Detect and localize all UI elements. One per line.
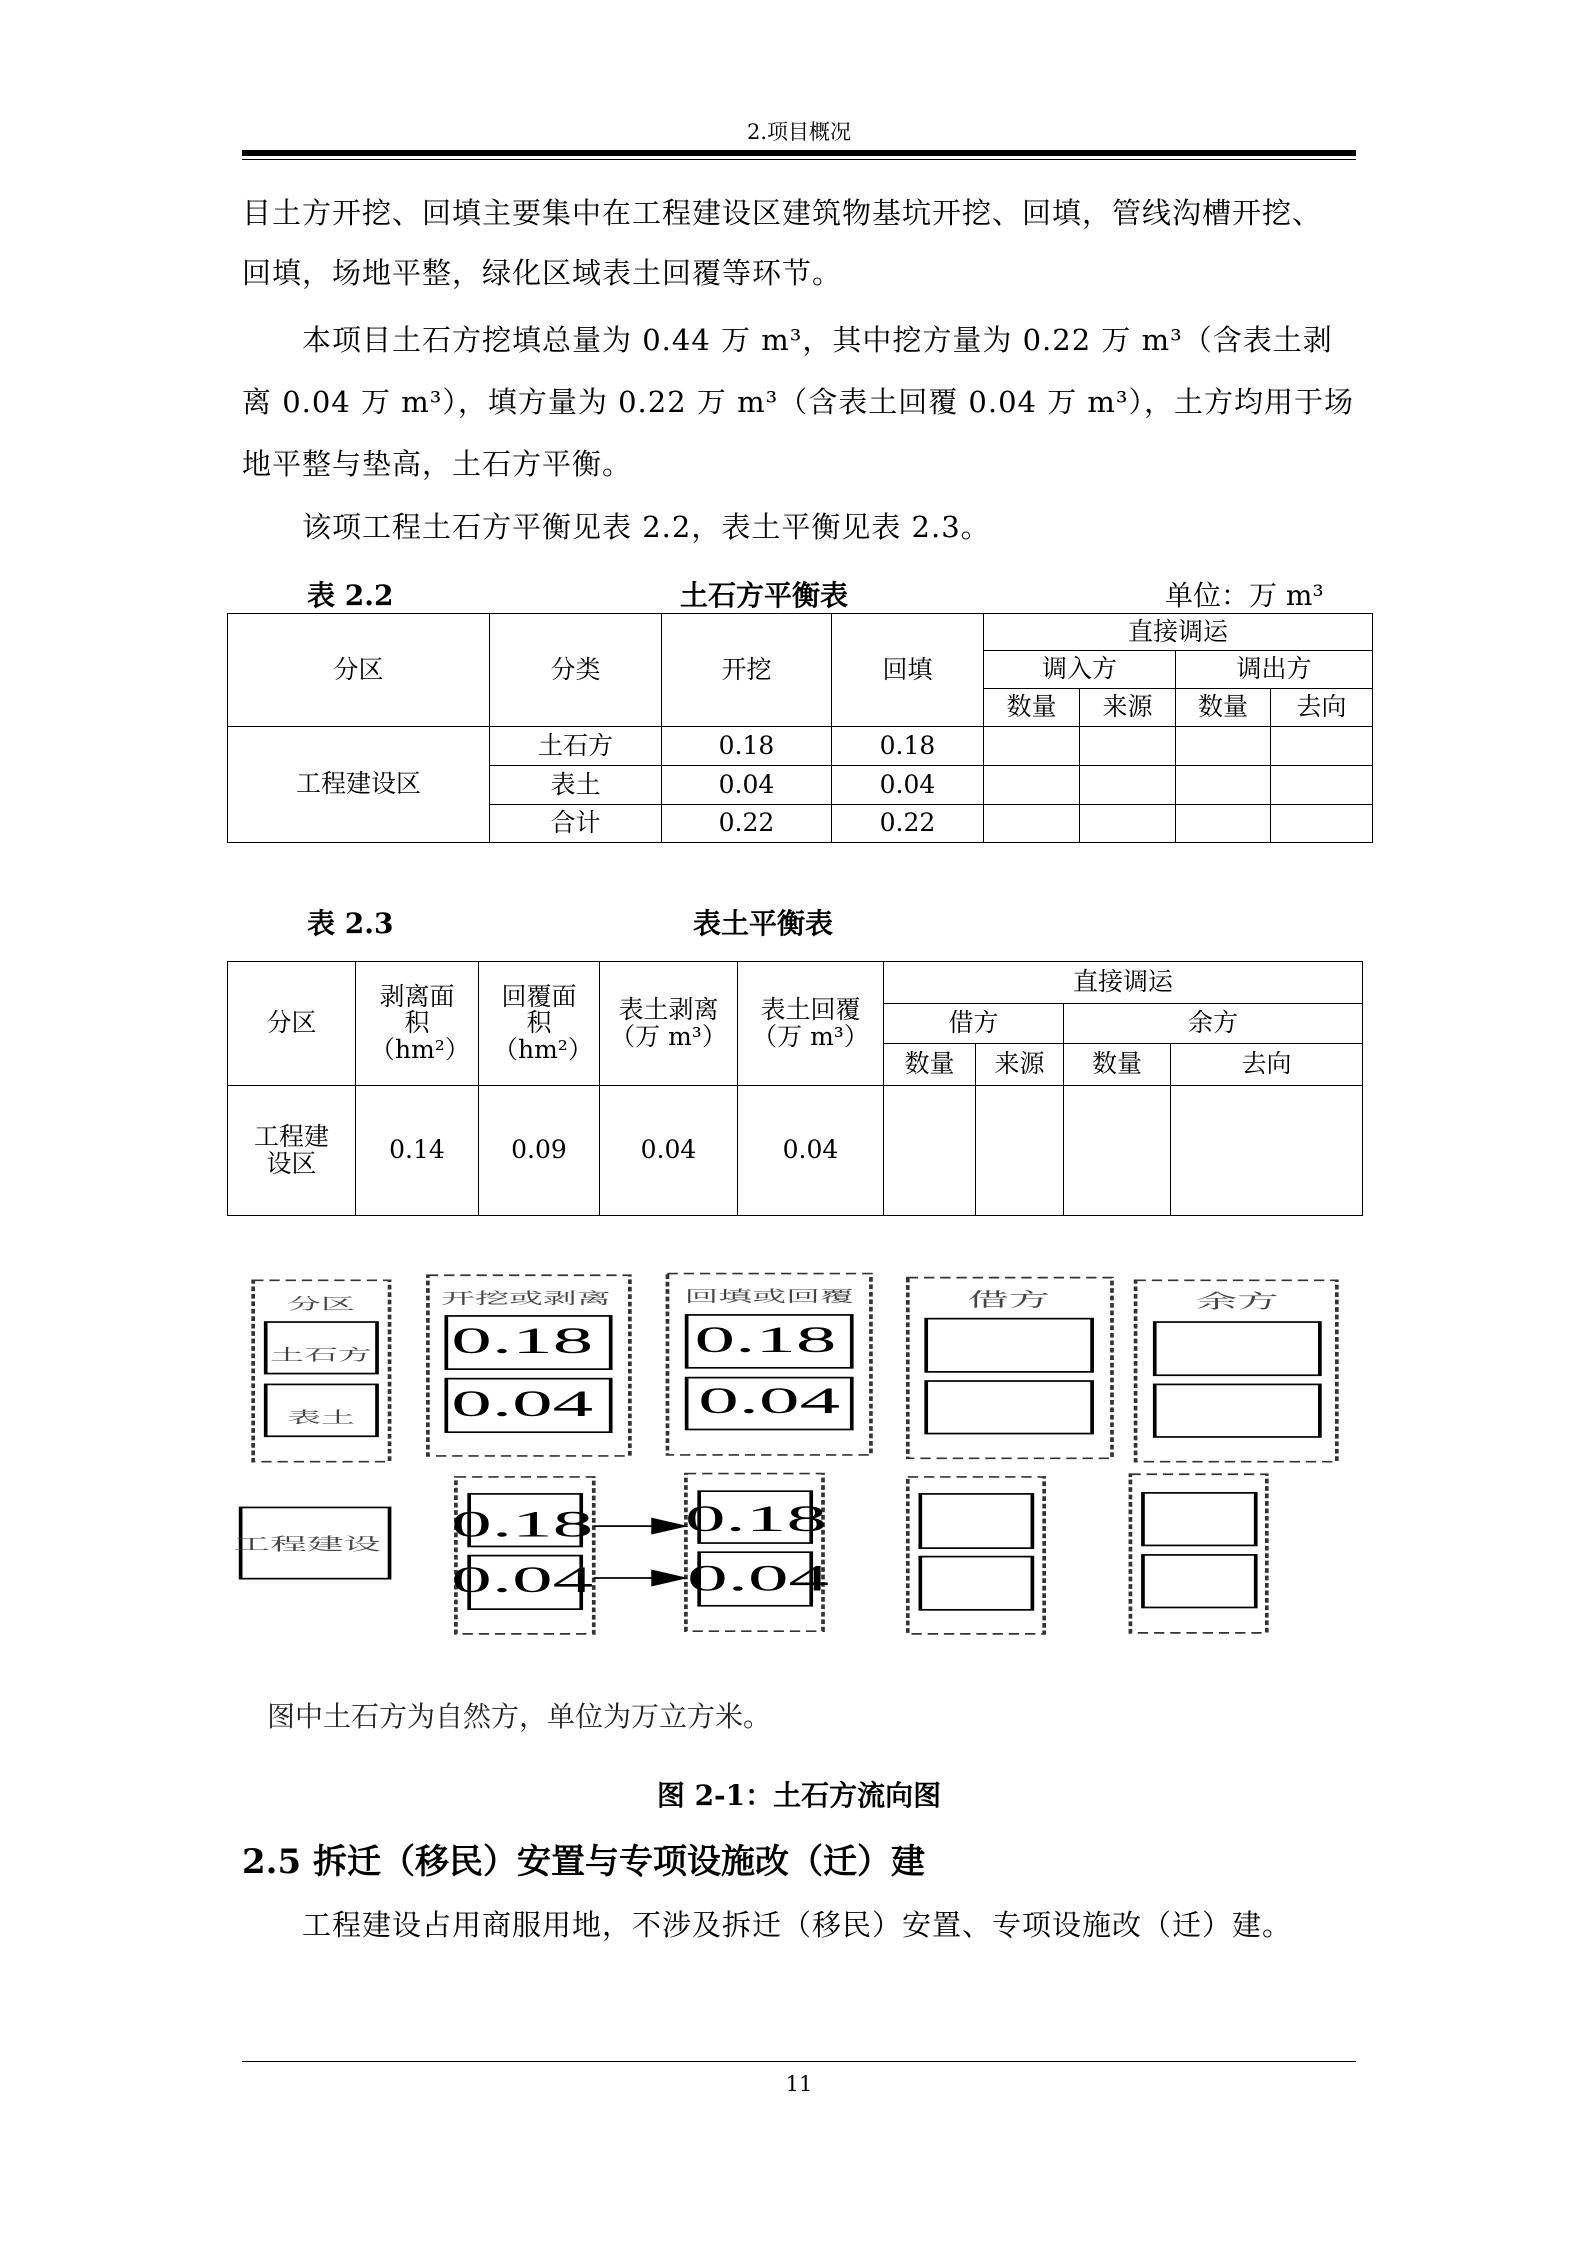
- earthwork-balance-table: [227, 613, 1373, 843]
- running-header: 2.项目概况: [746, 120, 852, 144]
- header-rule-thin: [242, 159, 1356, 160]
- paragraph-line: 离 0.04 万 m³），填方量为 0.22 万 m³（含表土回覆 0.04 万 m³），土方均用于场: [242, 385, 1355, 419]
- label-borrow: 借方: [967, 1288, 1051, 1311]
- table-title: 土石方平衡表: [680, 579, 849, 612]
- header-zone: 分区: [228, 614, 490, 727]
- label-surplus: 余方: [1196, 1289, 1279, 1313]
- header-fill: 回填: [832, 614, 984, 727]
- header-cover: 表土回覆（万 m³）: [738, 962, 884, 1086]
- figure-note: 图中土石方为自然方，单位为万立方米。: [267, 1700, 772, 1733]
- header-source: 来源: [976, 1044, 1064, 1086]
- header-qty: 数量: [984, 689, 1080, 727]
- paragraph-line: 本项目土石方挖填总量为 0.44 万 m³，其中挖方量为 0.22 万 m³（含表土剥: [242, 323, 1333, 357]
- header-direct: 直接调运: [984, 614, 1373, 651]
- cell: 0.04: [600, 1086, 738, 1216]
- header-rule: [242, 150, 1356, 156]
- table-number: 表 2.3: [307, 907, 394, 940]
- header-dest: 去向: [1171, 1044, 1363, 1086]
- cell: 0.14: [356, 1086, 479, 1216]
- fill-value: 0.18: [684, 1498, 827, 1540]
- header-zone: 分区: [228, 962, 356, 1086]
- label-zone: 分区: [287, 1295, 355, 1314]
- section-heading: 2.5 拆迁（移民）安置与专项设施改（迁）建: [242, 1842, 925, 1882]
- header-strip: 表土剥离（万 m³）: [600, 962, 738, 1086]
- section-paragraph: 工程建设占用商服用地，不涉及拆迁（移民）安置、专项设施改（迁）建。: [242, 1908, 1293, 1942]
- dig-value: 0.04: [451, 1559, 594, 1601]
- dig-value: 0.18: [451, 1320, 594, 1362]
- cell: 0.04: [662, 766, 832, 805]
- paragraph-line: 目土方开挖、回填主要集中在工程建设区建筑物基坑开挖、回填，管线沟槽开挖、: [242, 196, 1323, 230]
- cell: 0.09: [479, 1086, 600, 1216]
- cell: 表土: [490, 766, 662, 805]
- header-qty: 数量: [884, 1044, 976, 1086]
- header-qty: 数量: [1064, 1044, 1171, 1086]
- zone-cell: 工程建设区: [228, 1086, 356, 1216]
- table-title: 表土平衡表: [693, 907, 834, 940]
- label-fill: 回填或回覆: [684, 1288, 854, 1306]
- fill-value: 0.18: [694, 1319, 837, 1361]
- header-out: 调出方: [1176, 651, 1373, 689]
- table-row: [228, 727, 1373, 766]
- cell: 0.04: [832, 766, 984, 805]
- header-cover-area: 回覆面积（hm²）: [479, 962, 600, 1086]
- page-number: 11: [785, 2072, 813, 2096]
- dig-value: 0.18: [451, 1503, 594, 1545]
- table-number: 表 2.2: [307, 579, 394, 612]
- label-project: 工程建设: [233, 1533, 381, 1554]
- cell: 0.18: [662, 727, 832, 766]
- zone-cell: 工程建设区: [228, 727, 490, 843]
- header-strip-area: 剥离面积（hm²）: [356, 962, 479, 1086]
- cell: 0.22: [832, 805, 984, 843]
- table-row: [228, 1086, 1363, 1216]
- cell: 合计: [490, 805, 662, 843]
- header-borrow: 借方: [884, 1004, 1064, 1044]
- cell: 0.04: [738, 1086, 884, 1216]
- header-dig: 开挖: [662, 614, 832, 727]
- label-earth: 土石方: [270, 1346, 372, 1365]
- earthwork-flow-diagram: [220, 1260, 1370, 1660]
- fill-value: 0.04: [687, 1557, 830, 1599]
- header-direct: 直接调运: [884, 962, 1363, 1004]
- topsoil-balance-table: [227, 961, 1363, 1216]
- footer-rule: [242, 2061, 1356, 2062]
- label-dig: 开挖或剥离: [441, 1289, 611, 1308]
- cell: 土石方: [490, 727, 662, 766]
- figure-title: 图 2-1：土石方流向图: [656, 1779, 942, 1812]
- table-unit: 单位：万 m³: [1165, 579, 1324, 612]
- dig-value: 0.04: [451, 1382, 594, 1425]
- cell: 0.18: [832, 727, 984, 766]
- label-topsoil: 表土: [287, 1409, 355, 1427]
- paragraph-line: 地平整与垫高，土石方平衡。: [242, 447, 633, 481]
- header-surplus: 余方: [1064, 1004, 1363, 1044]
- header-in: 调入方: [984, 651, 1176, 689]
- header-dest: 去向: [1271, 689, 1373, 727]
- header-type: 分类: [490, 614, 662, 727]
- paragraph-line: 回填，场地平整，绿化区域表土回覆等环节。: [242, 256, 843, 290]
- paragraph-line: 该项工程土石方平衡见表 2.2，表土平衡见表 2.3。: [242, 510, 991, 544]
- cell: 0.22: [662, 805, 832, 843]
- fill-value: 0.04: [698, 1380, 841, 1422]
- header-source: 来源: [1080, 689, 1176, 727]
- header-qty: 数量: [1176, 689, 1271, 727]
